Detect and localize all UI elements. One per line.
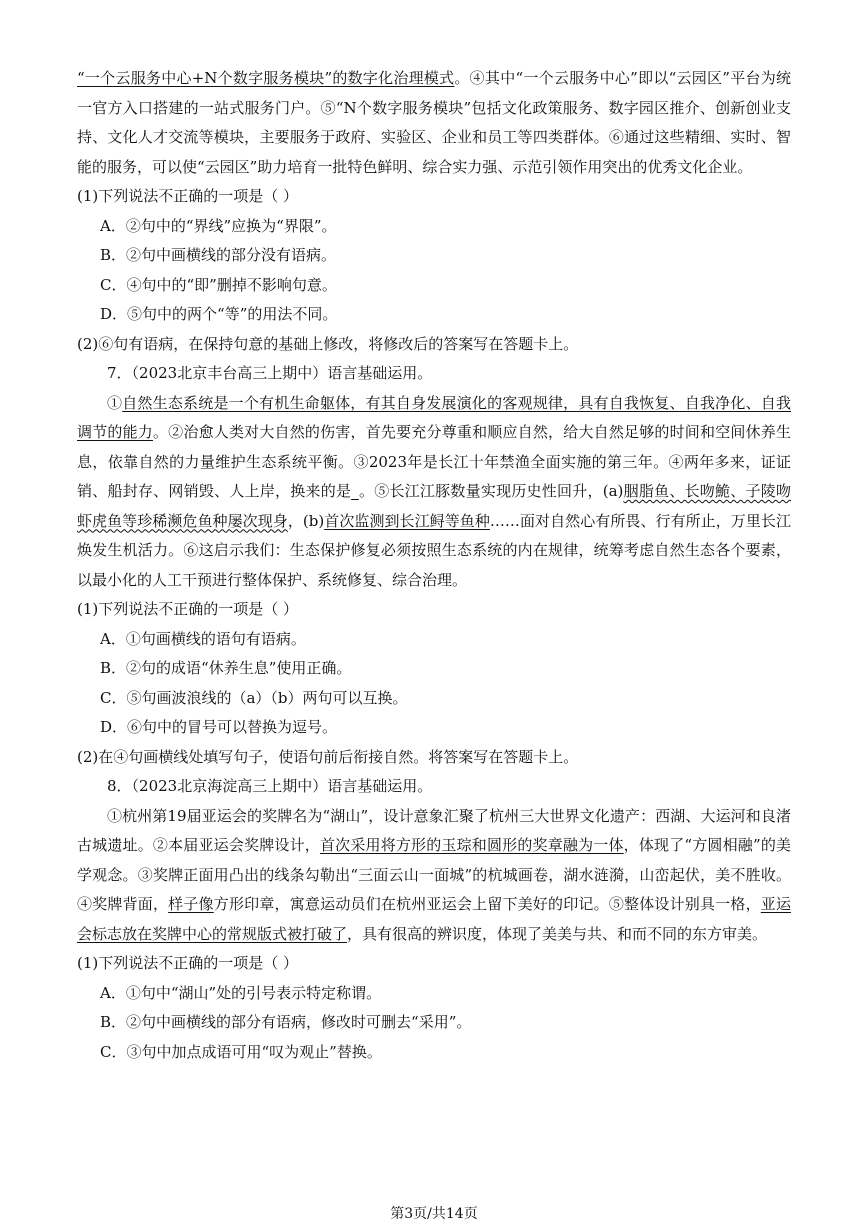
passage-text: ①	[107, 393, 123, 412]
fill-blank: _	[351, 482, 359, 500]
option-a: A．②句中的“界线”应换为“界限”。	[100, 216, 337, 235]
passage-text: ，(b)	[287, 511, 325, 530]
option-d: D．⑥句中的冒号可以替换为逗号。	[100, 718, 338, 736]
passage-text: 方形印章，寓意运动员们在杭州亚运会上留下美好的印记。⑤整体设计别具一格，	[213, 895, 761, 913]
option-c: C．③句中加点成语可用“叹为观止”替换。	[100, 1042, 382, 1061]
option-b: B．②句的成语“休养生息”使用正确。	[100, 659, 352, 677]
option-d: D．⑤句中的两个“等”的用法不同。	[100, 305, 338, 323]
underlined-phrase: “一个云服务中心+N个数字服务模块”的数字化治理模式	[77, 69, 455, 87]
option-b: B．②句中画横线的部分有语病，修改时可删去“采用”。	[100, 1013, 472, 1031]
underlined-sentence: 自然生态系统是一个有机生命躯体，有其自身发展演化的客观规律，具有自我恢复、自我净化、自我调节的能力	[77, 393, 791, 441]
passage-text: ……面对自然心有所畏、行有所止，万里长江焕发生机活力。⑥这启示我们：生态保护修复必须按照生态系统的内在规律，统筹考虑自然生态各个要素，以最小化的人工干预进行整体保护、系统修复、综合治理。	[77, 511, 791, 589]
question-7-2: (2)在④句画横线处填写句子，使语句前后衔接自然。将答案写在答题卡上。	[77, 747, 579, 766]
underlined-phrase: 首次采用将方形的玉琮和圆形的奖章融为一体	[319, 836, 624, 854]
passage-text: 。④其中“一个云服务中心”即以“云园区”平台为统一官方入口搭建的一站式服务门户。⑤“N个数字服务模块”包括文化政策服务、数字园区推介、创新创业支持、文化人才交流等模块，主要服务于政府、实验区、企业和员工等四类群体。⑥通过这些精细、实时、智能的服务，可以使“云园区”助力培育一批特色鲜明、综合实力强、示范引领作用突出的优秀文化企业。	[77, 69, 791, 176]
passage-q7	[77, 389, 791, 596]
underlined-phrase: 样子像	[168, 895, 214, 913]
wavy-sentence-b: 首次监测到长江鲟等鱼种	[324, 511, 490, 530]
question-8-heading: 8．（2023北京海淀高三上期中）语言基础运用。	[107, 777, 433, 795]
question-8-1: (1)下列说法不正确的一项是（ ）	[77, 954, 299, 972]
option-a: A．①句中“湖山”处的引号表示特定称谓。	[100, 983, 382, 1002]
option-c: C．④句中的“即”删掉不影响句意。	[100, 275, 337, 294]
question-6-2: (2)⑥句有语病，在保持句意的基础上修改，将修改后的答案写在答题卡上。	[77, 334, 579, 353]
passage-text: 。⑤长江江豚数量实现历史性回升，(a)	[358, 482, 624, 500]
question-7-heading: 7．（2023北京丰台高三上期中）语言基础运用。	[107, 364, 433, 382]
page-number: 第3页/共14页	[390, 1206, 478, 1222]
question-6-1: (1)下列说法不正确的一项是（ ）	[77, 187, 299, 205]
passage-text: ，具有很高的辨识度，体现了美美与共、和而不同的东方审美。	[347, 924, 768, 943]
option-c: C．⑤句画波浪线的（a）（b）两句可以互换。	[100, 688, 408, 707]
question-7-1: (1)下列说法不正确的一项是（ ）	[77, 600, 299, 618]
passage-text: ，体现了“方圆相融”的美学观念。③奖牌正面用凸出的线条勾勒出“三面云山一面城”的杭城画卷，湖水涟漪，山峦起伏，美不胜收。④奖牌背面，	[77, 836, 791, 913]
page-content	[77, 64, 791, 1067]
passage-text: ①杭州第19届亚运会的奖牌名为“湖山”，设计意象汇聚了杭州三大世界文化遗产：西湖、大运河和良渚古城遗址。②本届亚运会奖牌设计，	[77, 806, 791, 854]
underlined-sentence: 亚运会标志放在奖牌中心的常规版式被打破了	[77, 895, 791, 943]
option-b: B．②句中画横线的部分没有语病。	[100, 246, 337, 264]
passage-text: 。②治愈人类对大自然的伤害，首先要充分尊重和顺应自然，给大自然足够的时间和空间休养生息，依靠自然的力量维护生态系统平衡。③2023年是长江十年禁渔全面实施的第三年。④两年多来，证证销、船封存、网销毁、人上岸，换来的是	[77, 423, 791, 500]
wavy-sentence-a: 胭脂鱼、长吻鮠、子陵吻虾虎鱼等珍稀濒危鱼种屡次现身	[77, 482, 791, 530]
option-a: A．①句画横线的语句有语病。	[100, 629, 306, 648]
passage-q8	[77, 802, 791, 950]
passage-q6	[77, 64, 791, 182]
